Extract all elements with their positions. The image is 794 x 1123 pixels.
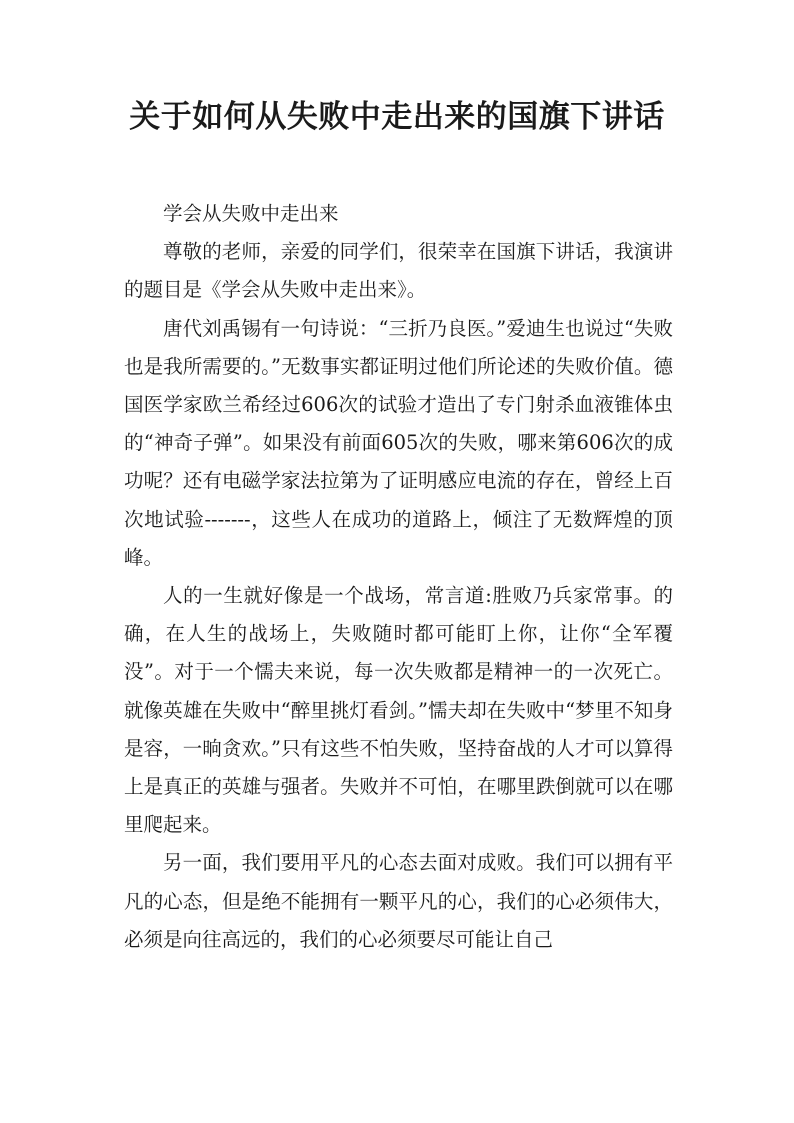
document-body <box>124 195 673 959</box>
paragraph-greeting: 尊敬的老师，亲爱的同学们，很荣幸在国旗下讲话，我演讲的题目是《学会从失败中走出来》。 <box>124 240 673 302</box>
paragraph-examples: 唐代刘禹锡有一句诗说：“三折乃良医。”爱迪生也说过“失败也是我所需要的。”无数事实都证明过他们所论述的失败价值。德国医学家欧兰希经过606次的试验才造出了专门射杀血液锥体虫的“神奇子弹”。如果没有前面605次的失败，哪来第606次的成功呢？还有电磁学家法拉第为了证明感应电流的存在，曾经上百次地试验-------，这些人在成功的道路上，倾注了无数辉煌的顶峰。 <box>124 316 673 569</box>
paragraph-attitude: 另一面，我们要用平凡的心态去面对成败。我们可以拥有平凡的心态，但是绝不能拥有一颗平凡的心，我们的心必须伟大，必须是向往高远的，我们的心必须要尽可能让自己 <box>124 851 673 951</box>
paragraph-subtitle: 学会从失败中走出来 <box>163 202 339 225</box>
document-title: 关于如何从失败中走出来的国旗下讲话 <box>129 99 665 135</box>
paragraph-battlefield: 人的一生就好像是一个战场，常言道:胜败乃兵家常事。的确，在人生的战场上，失败随时都可能盯上你，让你“全军覆没”。对于一个懦夫来说，每一次失败都是精神一的一次死亡。就像英雄在失败中“醉里挑灯看剑。”懦夫却在失败中“梦里不知身是容，一晌贪欢。”只有这些不怕失败，坚持奋战的人才可以算得上是真正的英雄与强者。失败并不可怕，在哪里跌倒就可以在哪里爬起来。 <box>124 584 673 837</box>
